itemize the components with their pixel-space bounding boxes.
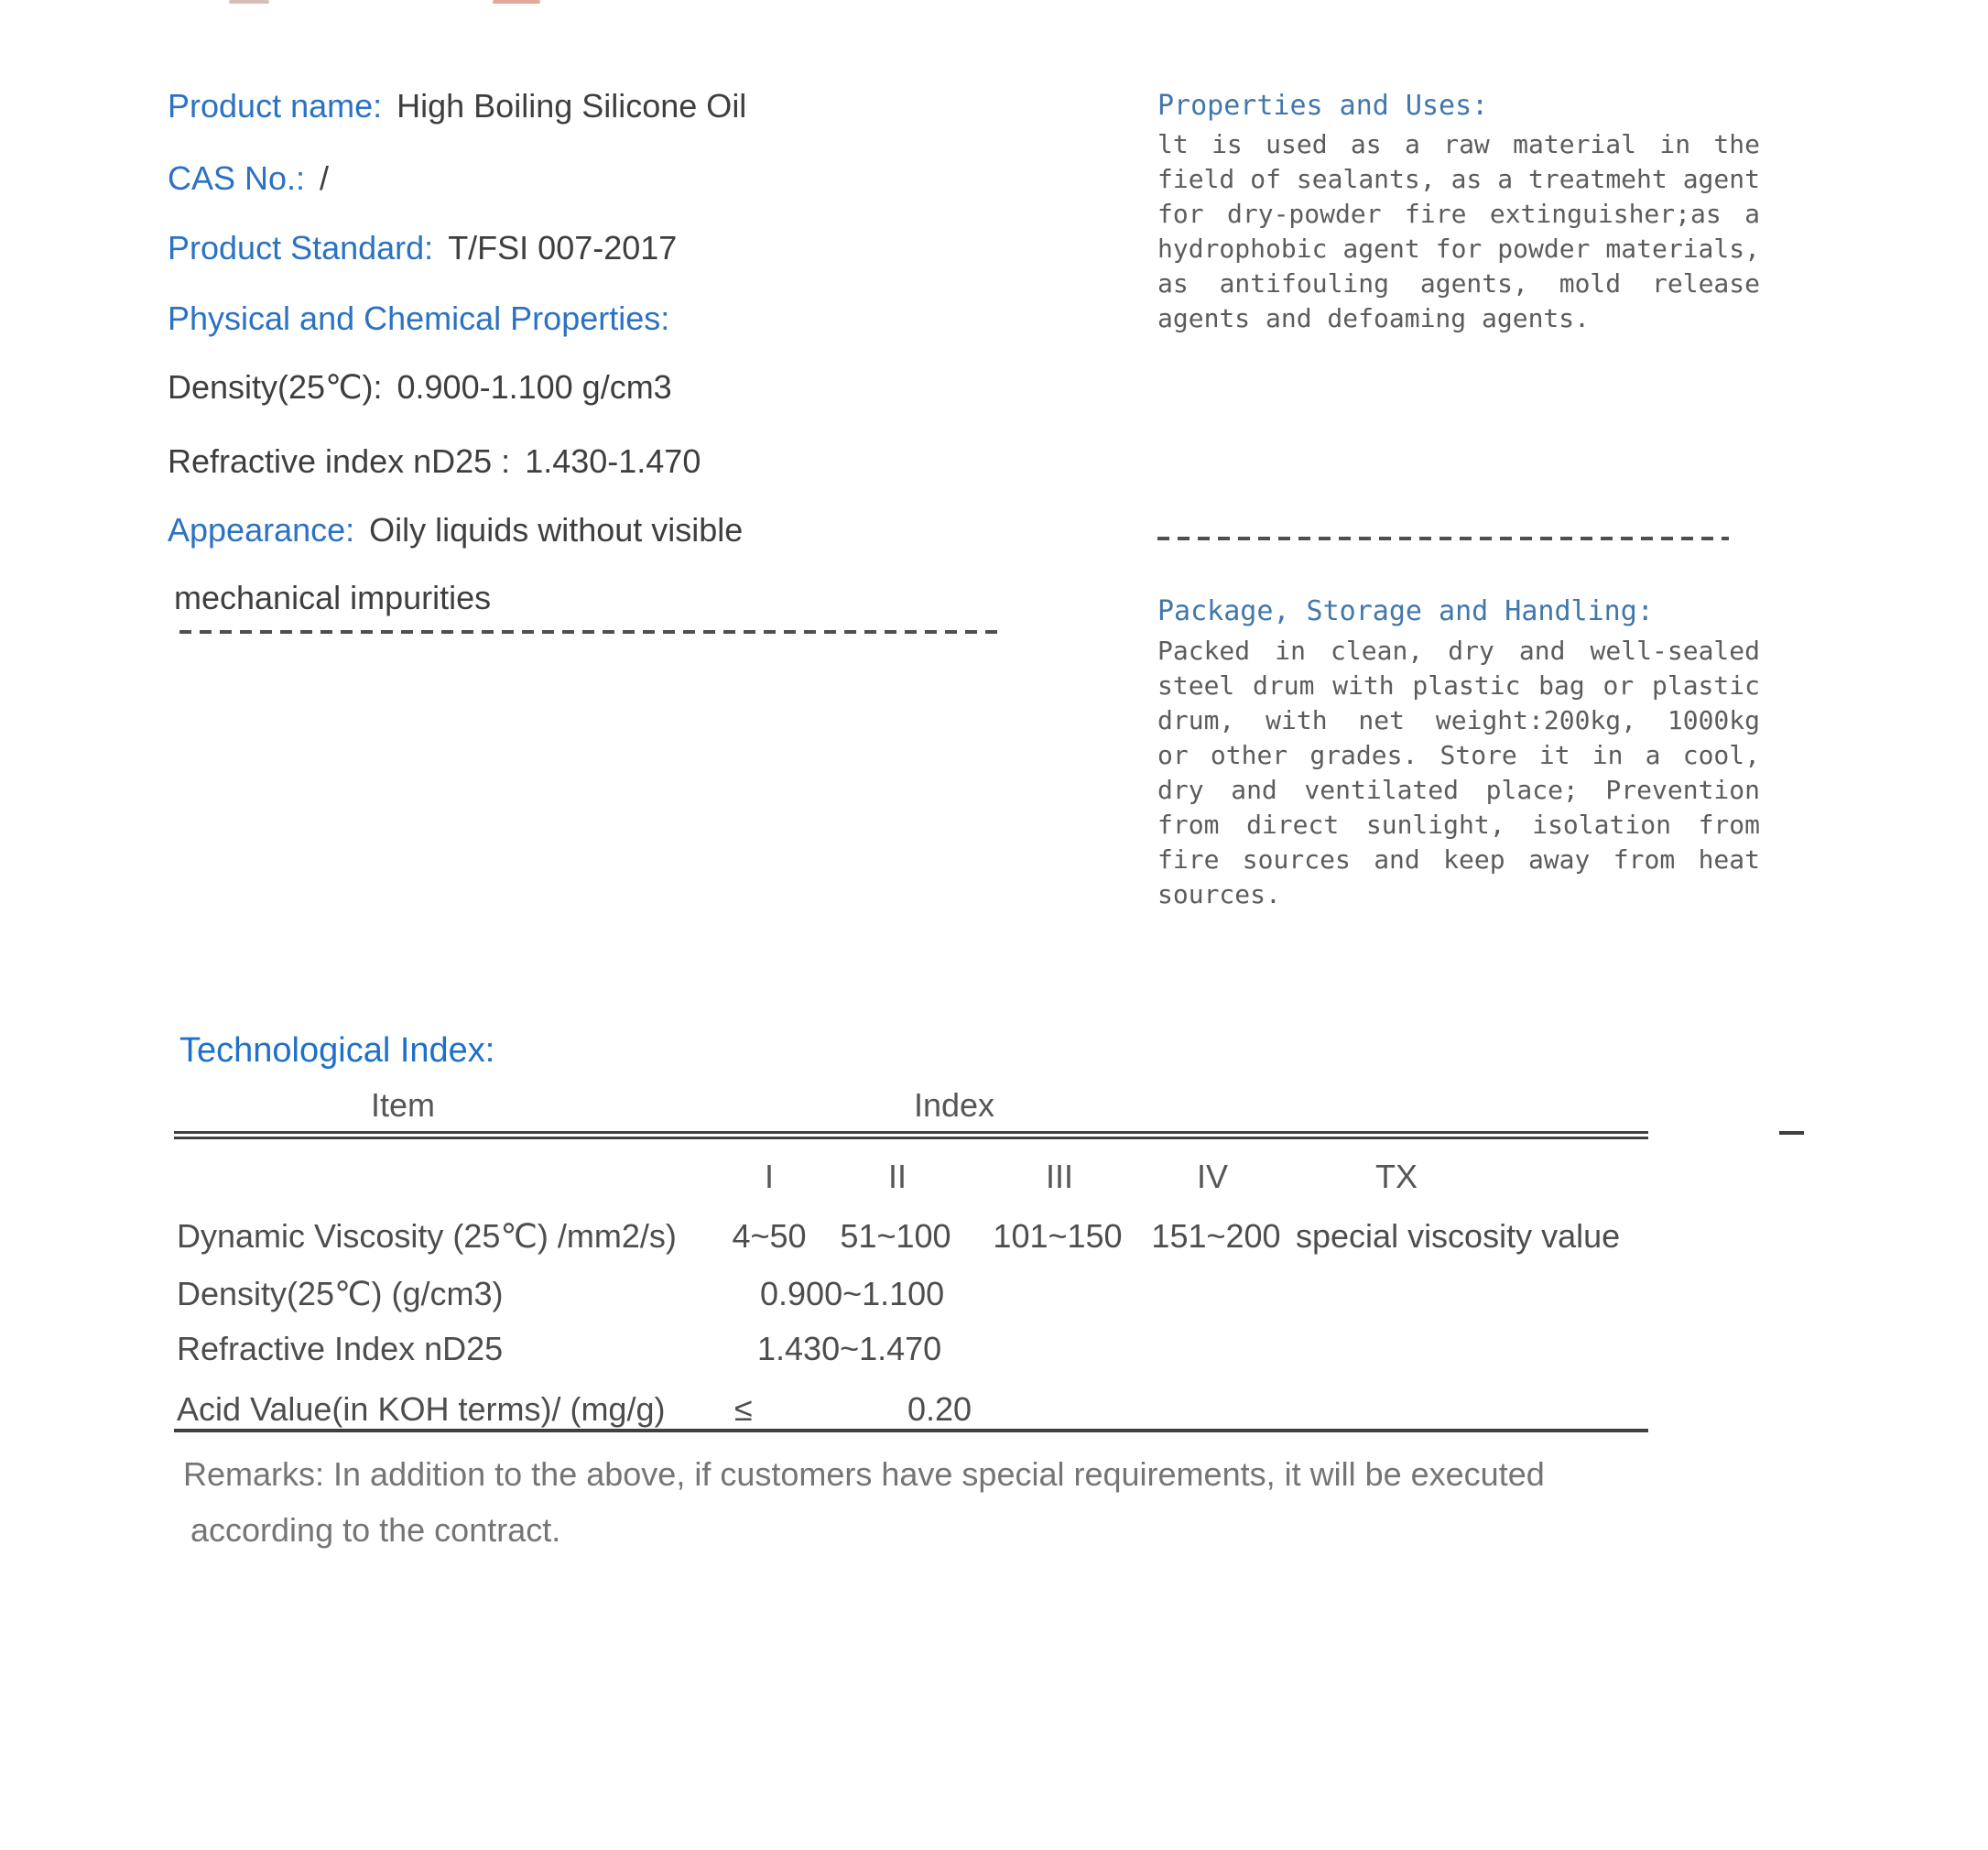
package-storage-line: dry and ventilated place; Prevention bbox=[1157, 775, 1760, 805]
density-row-label: Density(25℃) (g/cm3) bbox=[177, 1275, 504, 1312]
dashed-divider-left bbox=[179, 630, 997, 634]
appearance-continuation-text: mechanical impurities bbox=[174, 579, 492, 616]
appearance-label: Appearance: bbox=[168, 511, 355, 549]
cas-no-row bbox=[168, 158, 329, 200]
properties-uses-line: field of sealants, as a treatmeht agent bbox=[1157, 164, 1760, 194]
table-item-header: Item bbox=[370, 1086, 436, 1124]
density-row bbox=[168, 366, 672, 408]
package-storage-line: drum, with net weight:200kg, 1000kg bbox=[1157, 705, 1760, 735]
acid-range-value: 0.20 bbox=[907, 1390, 972, 1428]
grade-header-2: II bbox=[887, 1158, 907, 1195]
properties-uses-line: for dry-powder fire extinguisher;as a bbox=[1157, 199, 1760, 229]
viscosity-value-grade-4: 151~200 bbox=[1151, 1217, 1281, 1255]
properties-uses-line: hydrophobic agent for powder materials, bbox=[1157, 234, 1760, 264]
product-standard-label: Product Standard: bbox=[168, 229, 434, 267]
package-storage-line: steel drum with plastic bag or plastic bbox=[1157, 670, 1760, 701]
properties-uses-line: lt is used as a raw material in the bbox=[1157, 129, 1760, 159]
density-label: Density(25℃): bbox=[168, 368, 383, 406]
table-index-header: Index bbox=[913, 1086, 995, 1124]
viscosity-value-grade-2: 51~100 bbox=[840, 1217, 951, 1255]
refractive-row-label: Refractive Index nD25 bbox=[177, 1330, 504, 1367]
table-top-rule-lower bbox=[174, 1137, 1648, 1139]
product-name-value: High Boiling Silicone Oil bbox=[397, 87, 747, 125]
package-storage-line: fire sources and keep away from heat bbox=[1157, 844, 1760, 875]
product-name-label: Product name: bbox=[168, 87, 383, 125]
density-value: 0.900-1.100 g/cm3 bbox=[397, 368, 672, 406]
grade-header-1: I bbox=[764, 1158, 775, 1195]
remarks-line-2: according to the contract. bbox=[190, 1511, 561, 1549]
package-storage-paragraph bbox=[1157, 634, 1760, 912]
package-storage-line: or other grades. Store it in a cool, bbox=[1157, 740, 1760, 770]
refractive-index-label: Refractive index nD25 : bbox=[168, 442, 511, 480]
cas-no-value: / bbox=[320, 159, 330, 197]
package-storage-line: from direct sunlight, isolation from bbox=[1157, 810, 1760, 840]
density-range-value: 0.900~1.100 bbox=[760, 1275, 945, 1312]
rule-fragment-artifact bbox=[1779, 1131, 1804, 1135]
package-storage-line: sources. bbox=[1157, 879, 1281, 909]
remarks-line-1: Remarks: In addition to the above, if customers have special requirements, it will be executed bbox=[183, 1455, 1545, 1493]
appearance-continuation-row bbox=[174, 577, 491, 619]
grade-header-4: IV bbox=[1196, 1158, 1229, 1195]
acid-operator: ≤ bbox=[734, 1390, 753, 1428]
appearance-value: Oily liquids without visible bbox=[369, 511, 744, 549]
grade-header-3: III bbox=[1045, 1158, 1074, 1195]
properties-uses-paragraph bbox=[1157, 127, 1760, 336]
table-top-rule-upper bbox=[174, 1131, 1648, 1134]
grade-header-5: TX bbox=[1374, 1158, 1418, 1195]
viscosity-value-grade-tx: special viscosity value bbox=[1296, 1217, 1621, 1255]
viscosity-value-grade-3: 101~150 bbox=[993, 1217, 1123, 1255]
refractive-range-value: 1.430~1.470 bbox=[757, 1330, 942, 1367]
product-standard-row bbox=[168, 227, 677, 269]
product-standard-value: T/FSI 007-2017 bbox=[448, 229, 678, 267]
properties-uses-heading: Properties and Uses: bbox=[1157, 90, 1489, 122]
properties-uses-line: as antifouling agents, mold release bbox=[1157, 268, 1760, 299]
viscosity-value-grade-1: 4~50 bbox=[732, 1217, 807, 1255]
physical-chemical-heading bbox=[168, 298, 669, 340]
package-storage-line: Packed in clean, dry and well-sealed bbox=[1157, 636, 1760, 666]
top-edge-artifact-left bbox=[229, 0, 269, 4]
table-bottom-rule bbox=[174, 1429, 1648, 1432]
top-edge-artifact-right bbox=[493, 0, 540, 4]
dashed-divider-right bbox=[1157, 537, 1729, 540]
cas-no-label: CAS No.: bbox=[168, 159, 306, 197]
acid-row-label: Acid Value(in KOH terms)/ (mg/g) bbox=[177, 1390, 666, 1428]
viscosity-row-label: Dynamic Viscosity (25℃) /mm2/s) bbox=[177, 1217, 677, 1255]
properties-uses-line: agents and defoaming agents. bbox=[1157, 303, 1591, 333]
package-storage-heading: Package, Storage and Handling: bbox=[1157, 595, 1654, 627]
physical-chemical-label: Physical and Chemical Properties: bbox=[168, 299, 670, 337]
refractive-index-row bbox=[168, 441, 701, 483]
refractive-index-value: 1.430-1.470 bbox=[525, 442, 701, 480]
technological-index-title: Technological Index: bbox=[179, 1031, 495, 1070]
appearance-row bbox=[168, 509, 743, 551]
product-name-row bbox=[168, 85, 746, 127]
